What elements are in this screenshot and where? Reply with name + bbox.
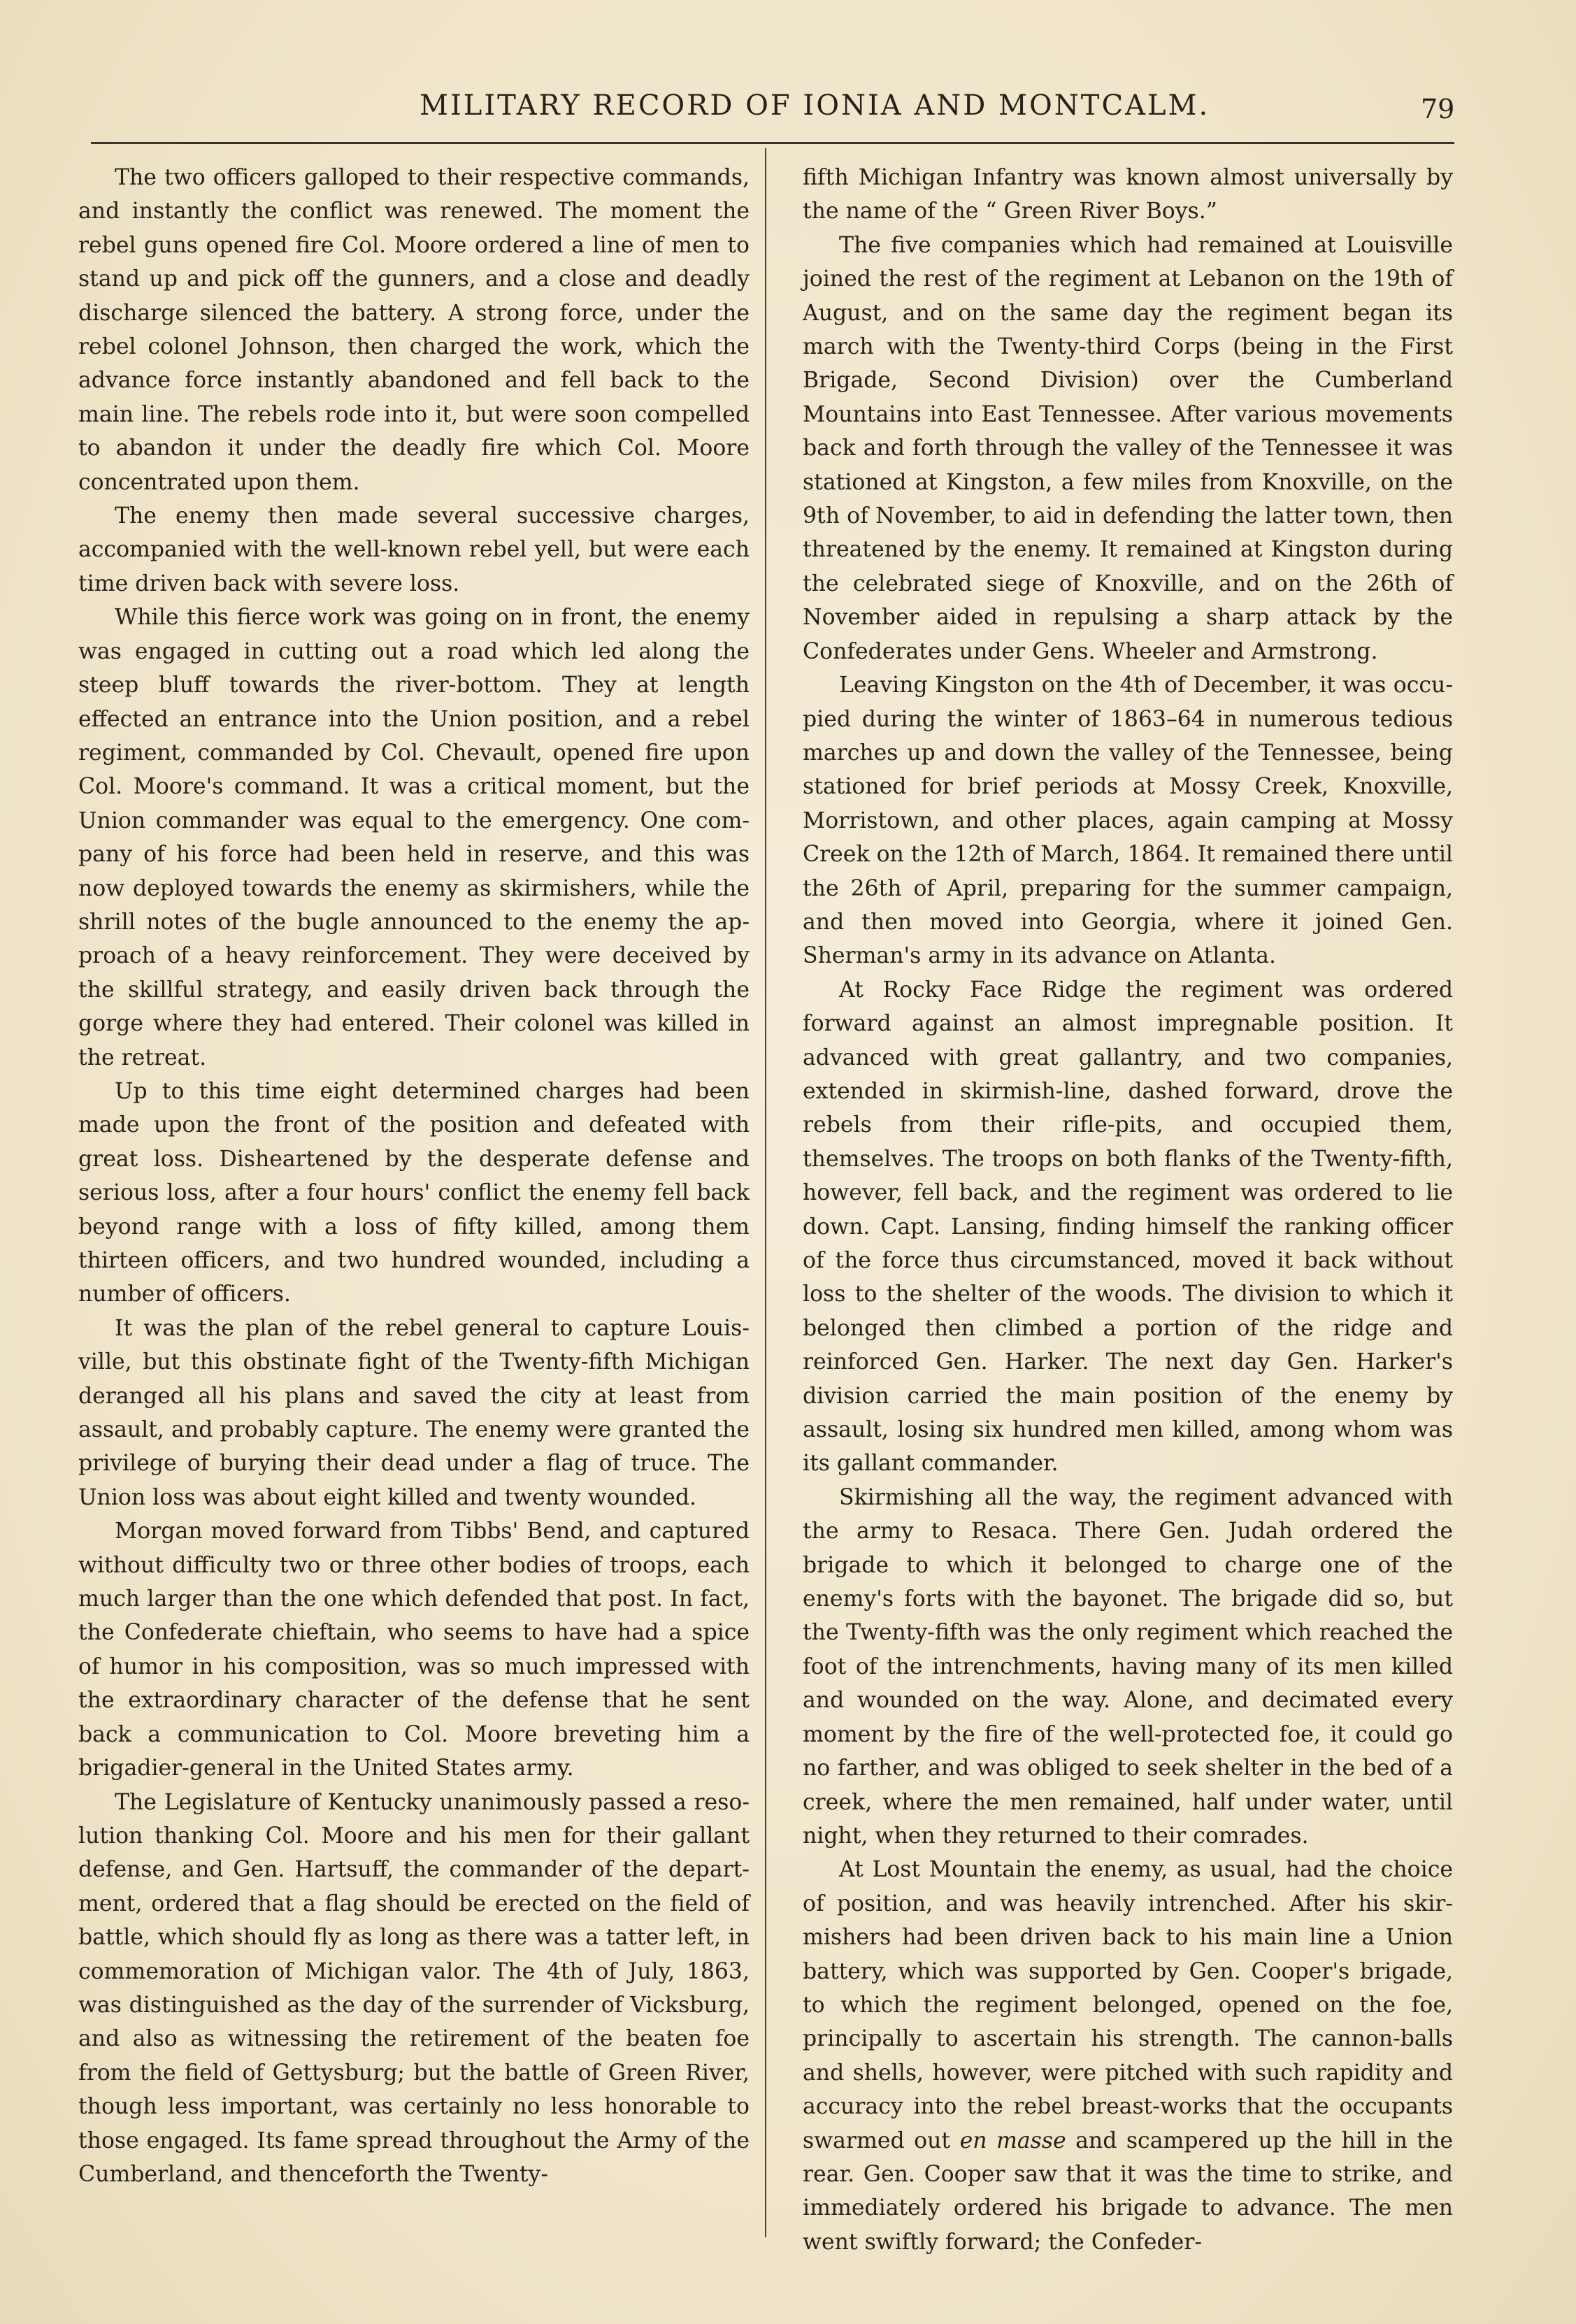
paragraph: The two officers galloped to their respective commands, and instantly the conflict was renewed. The moment the rebel guns opened fire Col. Moore ordered a line of men to stand up and pick off the gunners, and a close and deadly discharge silenced the battery. A strong force, under the rebel colonel Johnson, then charged the work, which the advance force instantly abandoned and fell back to the main line. The rebels rode into it, but were soon compelled to abandon it under the deadly fire which Col. Moore concentrated upon them. <box>78 165 750 495</box>
column-divider <box>765 148 766 2237</box>
page-number: 79 <box>1421 94 1455 124</box>
paragraph: Up to this time eight determined charges had been made upon the front of the position and defeated with great loss. Disheartened by the desperate defense and serious loss, after a four hours' conflict the enemy fell back beyond range with a loss of fifty killed, among them thirteen officers, and two hundred wounded, including a number of officers. <box>78 1078 750 1307</box>
paragraph-text: At Lost Mountain the enemy, as usual, had the choice of position, and was heavily intrenched. After his skirmishers had been driven back to his main line a Union battery, which was supported by Gen. Cooper's brigade, to which the regiment belonged, opened on the foe, principally to ascertain his strength. The cannon-balls and shells, however, were pitched with such rapidity and accuracy into the rebel breast-works that the occupants swarmed out <box>803 1857 1453 2153</box>
header-rule <box>91 142 1454 144</box>
paragraph: Morgan moved forward from Tibbs' Bend, and captured without difficulty two or three other bodies of troops, each much larger than the one which defended that post. In fact, the Confederate chieftain, who seems to have had a spice of humor in his composition, was so much impressed with the extraordinary character of the defense that he sent back a communication to Col. Moore breveting him a brigadier-general in the United States army. <box>78 1519 750 1781</box>
right-column <box>803 161 1453 2259</box>
paragraph: The five companies which had remained at Louisville joined the rest of the regiment at Lebanon on the 19th of August, and on the same day the regiment began its march with the Twenty-third Corps (being in the First Brigade, Second Division) over the Cumberland Mountains into East Tennessee. After various movements back and forth through the valley of the Tennessee it was stationed at Kingston, a few miles from Knoxville, on the 9th of November, to aid in defending the latter town, then threatened by the enemy. It remained at Kingston during the celebrated siege of Knoxville, and on the 26th of November aided in repulsing a sharp attack by the Confederates under Gens. Wheeler and Armstrong. <box>803 232 1453 664</box>
paragraph: At Rocky Face Ridge the regiment was ordered forward against an almost impregnable position. It advanced with great gallantry, and two companies, extended in skirmish-line, dashed forward, drove the rebels from their rifle-pits, and occupied them, themselves. The troops on both flanks of the Twenty-fifth, however, fell back, and the regiment was ordered to lie down. Capt. Lansing, finding himself the ranking officer of the force thus circumstanced, moved it back without loss to the shelter of the woods. The division to which it belonged then climbed a portion of the ridge and reinforced Gen. Harker. The next day Gen. Harker's division carried the main position of the enemy by assault, losing six hundred men killed, among whom was its gallant commander. <box>803 977 1453 1477</box>
left-column <box>78 161 750 2191</box>
running-head <box>0 89 1576 131</box>
paragraph: While this fierce work was going on in front, the enemy was engaged in cutting out a road which led along the steep bluff towards the river-bottom. They at length effected an entrance into the Union position, and a rebel regiment, commanded by Col. Chevault, opened fire upon Col. Moore's command. It was a critical moment, but the Union commander was equal to the emergency. One company of his force had been held in reserve, and this was now deployed towards the enemy as skirmishers, while the shrill notes of the bugle announced to the enemy the approach of a heavy reinforcement. They were deceived by the skillful strategy, and easily driven back through the gorge where they had entered. Their colonel was killed in the retreat. <box>78 605 750 1070</box>
paragraph: Leaving Kingston on the 4th of December, it was occupied during the winter of 1863–64 in numerous tedious marches up and down the valley of the Tennessee, being stationed for brief periods at Mossy Creek, Knoxville, Morristown, and other places, again camping at Mossy Creek on the 12th of March, 1864. It remained there until the 26th of April, preparing for the summer campaign, and then moved into Georgia, where it joined Gen. Sherman's army in its advance on Atlanta. <box>803 673 1453 969</box>
paragraph: The enemy then made several successive charges, accompanied with the well-known rebel yell, but were each time driven back with severe loss. <box>78 503 750 596</box>
paragraph: The Legislature of Kentucky unanimously passed a resolution thanking Col. Moore and his men for their gallant defense, and Gen. Hartsuff, the commander of the department, ordered that a flag should be erected on the field of battle, which should fly as long as there was a tatter left, in commemoration of Michigan valor. The 4th of July, 1863, was distinguished as the day of the surrender of Vicksburg, and also as witnessing the retirement of the beaten foe from the field of Gettysburg; but the battle of Green River, though less important, was certainly no less honorable to those engaged. Its fame spread throughout the Army of the Cumberland, and thenceforth the Twenty- <box>78 1789 750 2187</box>
paragraph-text: and scampered up the hill in the rear. Gen. Cooper saw that it was the time to strike, and immediately ordered his brigade to advance. The men went swiftly forward; the Confeder- <box>803 2128 1454 2255</box>
paragraph: Skirmishing all the way, the regiment advanced with the army to Resaca. There Gen. Judah ordered the brigade to which it belonged to charge one of the enemy's forts with the bayonet. The brigade did so, but the Twenty-fifth was the only regiment which reached the foot of the intrenchments, having many of its men killed and wounded on the way. Alone, and decimated every moment by the fire of the well-protected foe, it could go no farther, and was obliged to seek shelter in the bed of a creek, where the men remained, half under water, until night, when they returned to their comrades. <box>803 1484 1453 1849</box>
paragraph <box>803 1853 1453 2259</box>
paragraph-continued: fifth Michigan Infantry was known almost universally by the name of the “ Green River Boys.” <box>803 165 1453 224</box>
running-title: MILITARY RECORD OF IONIA AND MONTCALM. <box>420 89 1210 122</box>
italic-phrase: en masse <box>959 2128 1066 2153</box>
paragraph: It was the plan of the rebel general to capture Louisville, but this obstinate fight of the Twenty-fifth Michigan deranged all his plans and saved the city at least from assault, and probably capture. The enemy were granted the privilege of burying their dead under a flag of truce. The Union loss was about eight killed and twenty wounded. <box>78 1315 750 1510</box>
